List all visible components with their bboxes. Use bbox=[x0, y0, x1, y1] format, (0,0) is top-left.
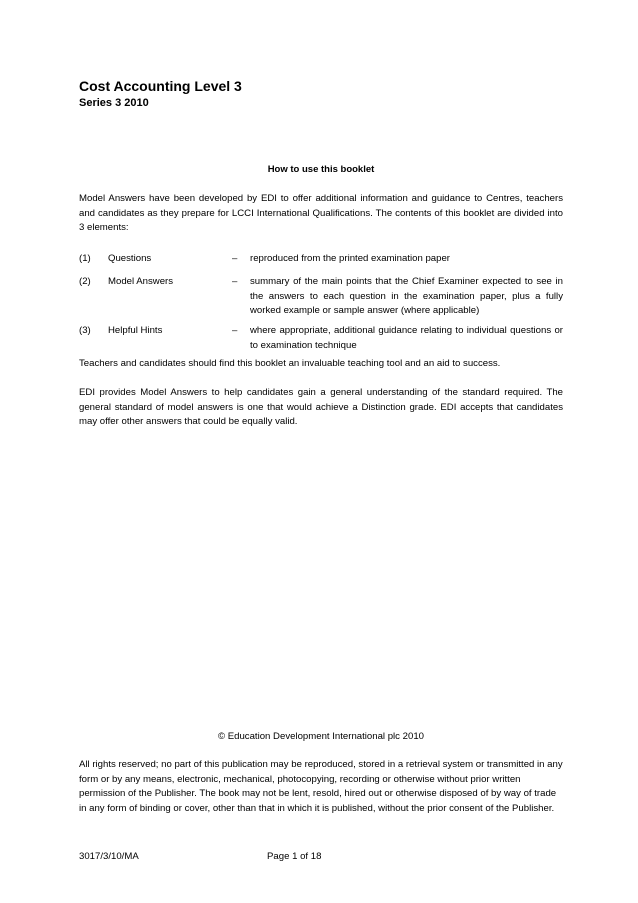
element-name: Model Answers bbox=[108, 276, 174, 287]
element-dash: – bbox=[232, 253, 238, 264]
element-description: reproduced from the printed examination paper bbox=[250, 253, 450, 264]
element-description: summary of the main points that the Chief Examiner expected to see in the answers to each question in the examination paper, plus a fully worked example or sample answer (where applicable) bbox=[250, 276, 563, 316]
element-number: (1) bbox=[79, 253, 91, 264]
element-number: (2) bbox=[79, 276, 91, 287]
footer-page-number: Page 1 of 18 bbox=[267, 851, 322, 862]
document-title: Cost Accounting Level 3 bbox=[79, 78, 242, 94]
teachers-paragraph: Teachers and candidates should find this booklet an invaluable teaching tool and an aid to success. bbox=[79, 358, 501, 369]
edi-paragraph: EDI provides Model Answers to help candidates gain a general understanding of the standard required. The general standard of model answers is one that would achieve a Distinction grade. EDI accepts that candidates may offer other answers that could be equally valid. bbox=[79, 387, 563, 427]
element-name: Questions bbox=[108, 253, 152, 264]
section-heading: How to use this booklet bbox=[267, 164, 375, 175]
element-dash: – bbox=[232, 325, 238, 336]
element-number: (3) bbox=[79, 325, 91, 336]
element-dash: – bbox=[232, 276, 238, 287]
intro-paragraph: Model Answers have been developed by EDI to offer additional information and guidance to Centres, teachers and candidates as they prepare for LCCI International Qualifications. The contents of this booklet are divided into 3 elements: bbox=[79, 193, 563, 233]
footer-document-code: 3017/3/10/MA bbox=[79, 851, 139, 862]
document-series: Series 3 2010 bbox=[79, 97, 149, 109]
copyright-notice: © Education Development International plc 2010 bbox=[217, 731, 424, 742]
element-description: where appropriate, additional guidance relating to individual questions or to examination technique bbox=[250, 325, 563, 351]
rights-paragraph: All rights reserved; no part of this publication may be reproduced, stored in a retrieval system or transmitted in any form or by any means, electronic, mechanical, photocopying, recording or otherwise without prior written permission of the Publisher. The book may not be lent, resold, hired out or otherwise disposed of by way of trade in any form of binding or cover, other than that in which it is published, without the prior consent of the Publisher. bbox=[79, 759, 563, 814]
element-name: Helpful Hints bbox=[108, 325, 163, 336]
